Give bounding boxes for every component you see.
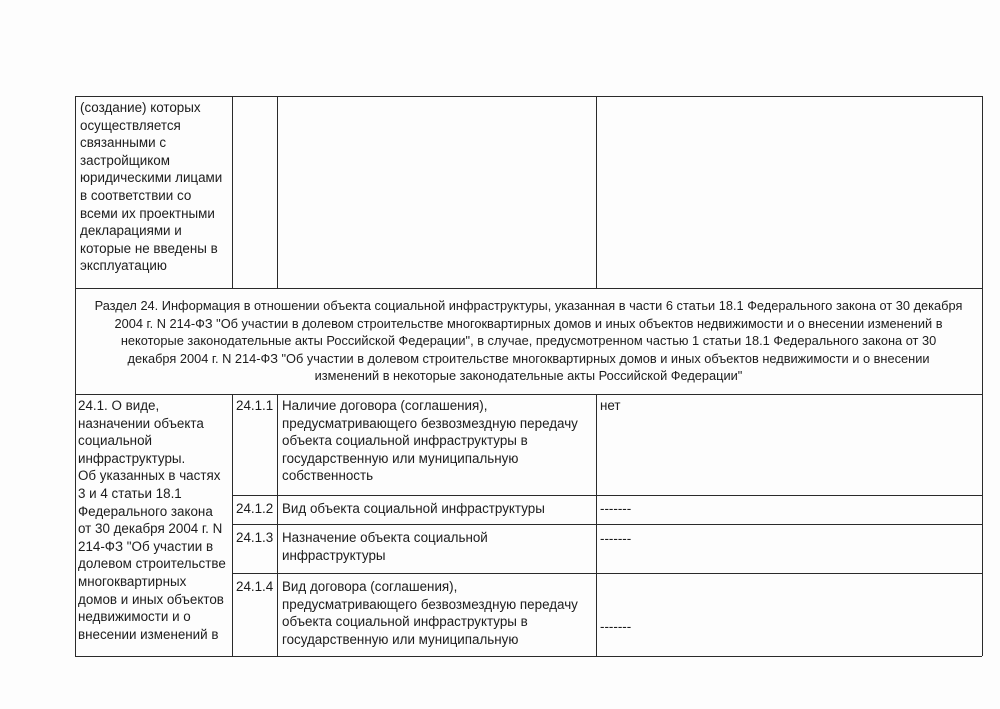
row-code: 24.1.4 [236,579,274,594]
table-border-bottom [75,656,982,657]
col-divider-1 [232,96,233,288]
group-title: 24.1. О виде, назначении объекта социальной инфраструктуры. Об указанных в частях 3 и 4 статьи 18.1 Федерального закона от 30 декабря 2004 г. N 214-ФЗ "Об участии в долевом строительстве многоквартирных домов и иных объектов недвижимости и о внесении изменений в [78,398,226,642]
table-row-divider [75,394,982,395]
col-divider-2 [277,96,278,288]
col-divider-3 [596,96,597,288]
top-row-description: (создание) которых осуществляется связанными с застройщиком юридическими лицами в соответствии со всеми их проектными декларациями и которые не введены в эксплуатацию [80,100,223,274]
row-code: 24.1.3 [236,530,274,545]
section-header-left-border [75,288,76,394]
section-header-right-border [982,288,983,394]
row-label: Назначение объекта социальной инфраструктуры [282,530,488,563]
row-divider-3 [232,573,982,574]
table-border-right-lower [982,394,983,656]
col-divider-3-lower [596,394,597,656]
table-border-top [75,96,982,97]
row-value: ------- [600,531,632,546]
row-label: Вид договора (соглашения), предусматривающего безвозмездную передачу объекта социальной инфраструктуры в государственную или муниципальную [282,579,578,647]
table-border-left [75,96,76,288]
row-value: нет [600,398,621,413]
row-label: Наличие договора (соглашения), предусматривающего безвозмездную передачу объекта социальной инфраструктуры в государственную или муниципальную собственность [282,398,578,484]
row-code: 24.1.2 [236,501,274,516]
row-value: ------- [600,501,632,516]
row-value: ------- [600,619,632,634]
table-border-left-lower [75,394,76,656]
col-divider-1-lower [232,394,233,656]
row-divider-2 [232,524,982,525]
row-divider-1 [232,495,982,496]
row-code: 24.1.1 [236,398,274,413]
section-header-top-border [75,288,982,289]
section-header-text: Раздел 24. Информация в отношении объекта социальной инфраструктуры, указанная в части 6 статьи 18.1 Федерального закона от 30 декабря 2004 г. N 214-ФЗ "Об участии в долевом строительстве многоквартирных домов и иных объектов недвижимости и о внесении изменений в некоторые законодательные акты Российской Федерации", в случае, предусмотренном частью 1 статьи 18.1 Федерального закона от 30 декабря 2004 г. N 214-ФЗ "Об участии в долевом строительстве многоквартирных домов и иных объектов недвижимости и о внесении изменений в некоторые законодательные акты Российской Федерации" [94,298,963,384]
table-border-right [982,96,983,288]
col-divider-2-lower [277,394,278,656]
row-label: Вид объекта социальной инфраструктуры [282,501,545,516]
